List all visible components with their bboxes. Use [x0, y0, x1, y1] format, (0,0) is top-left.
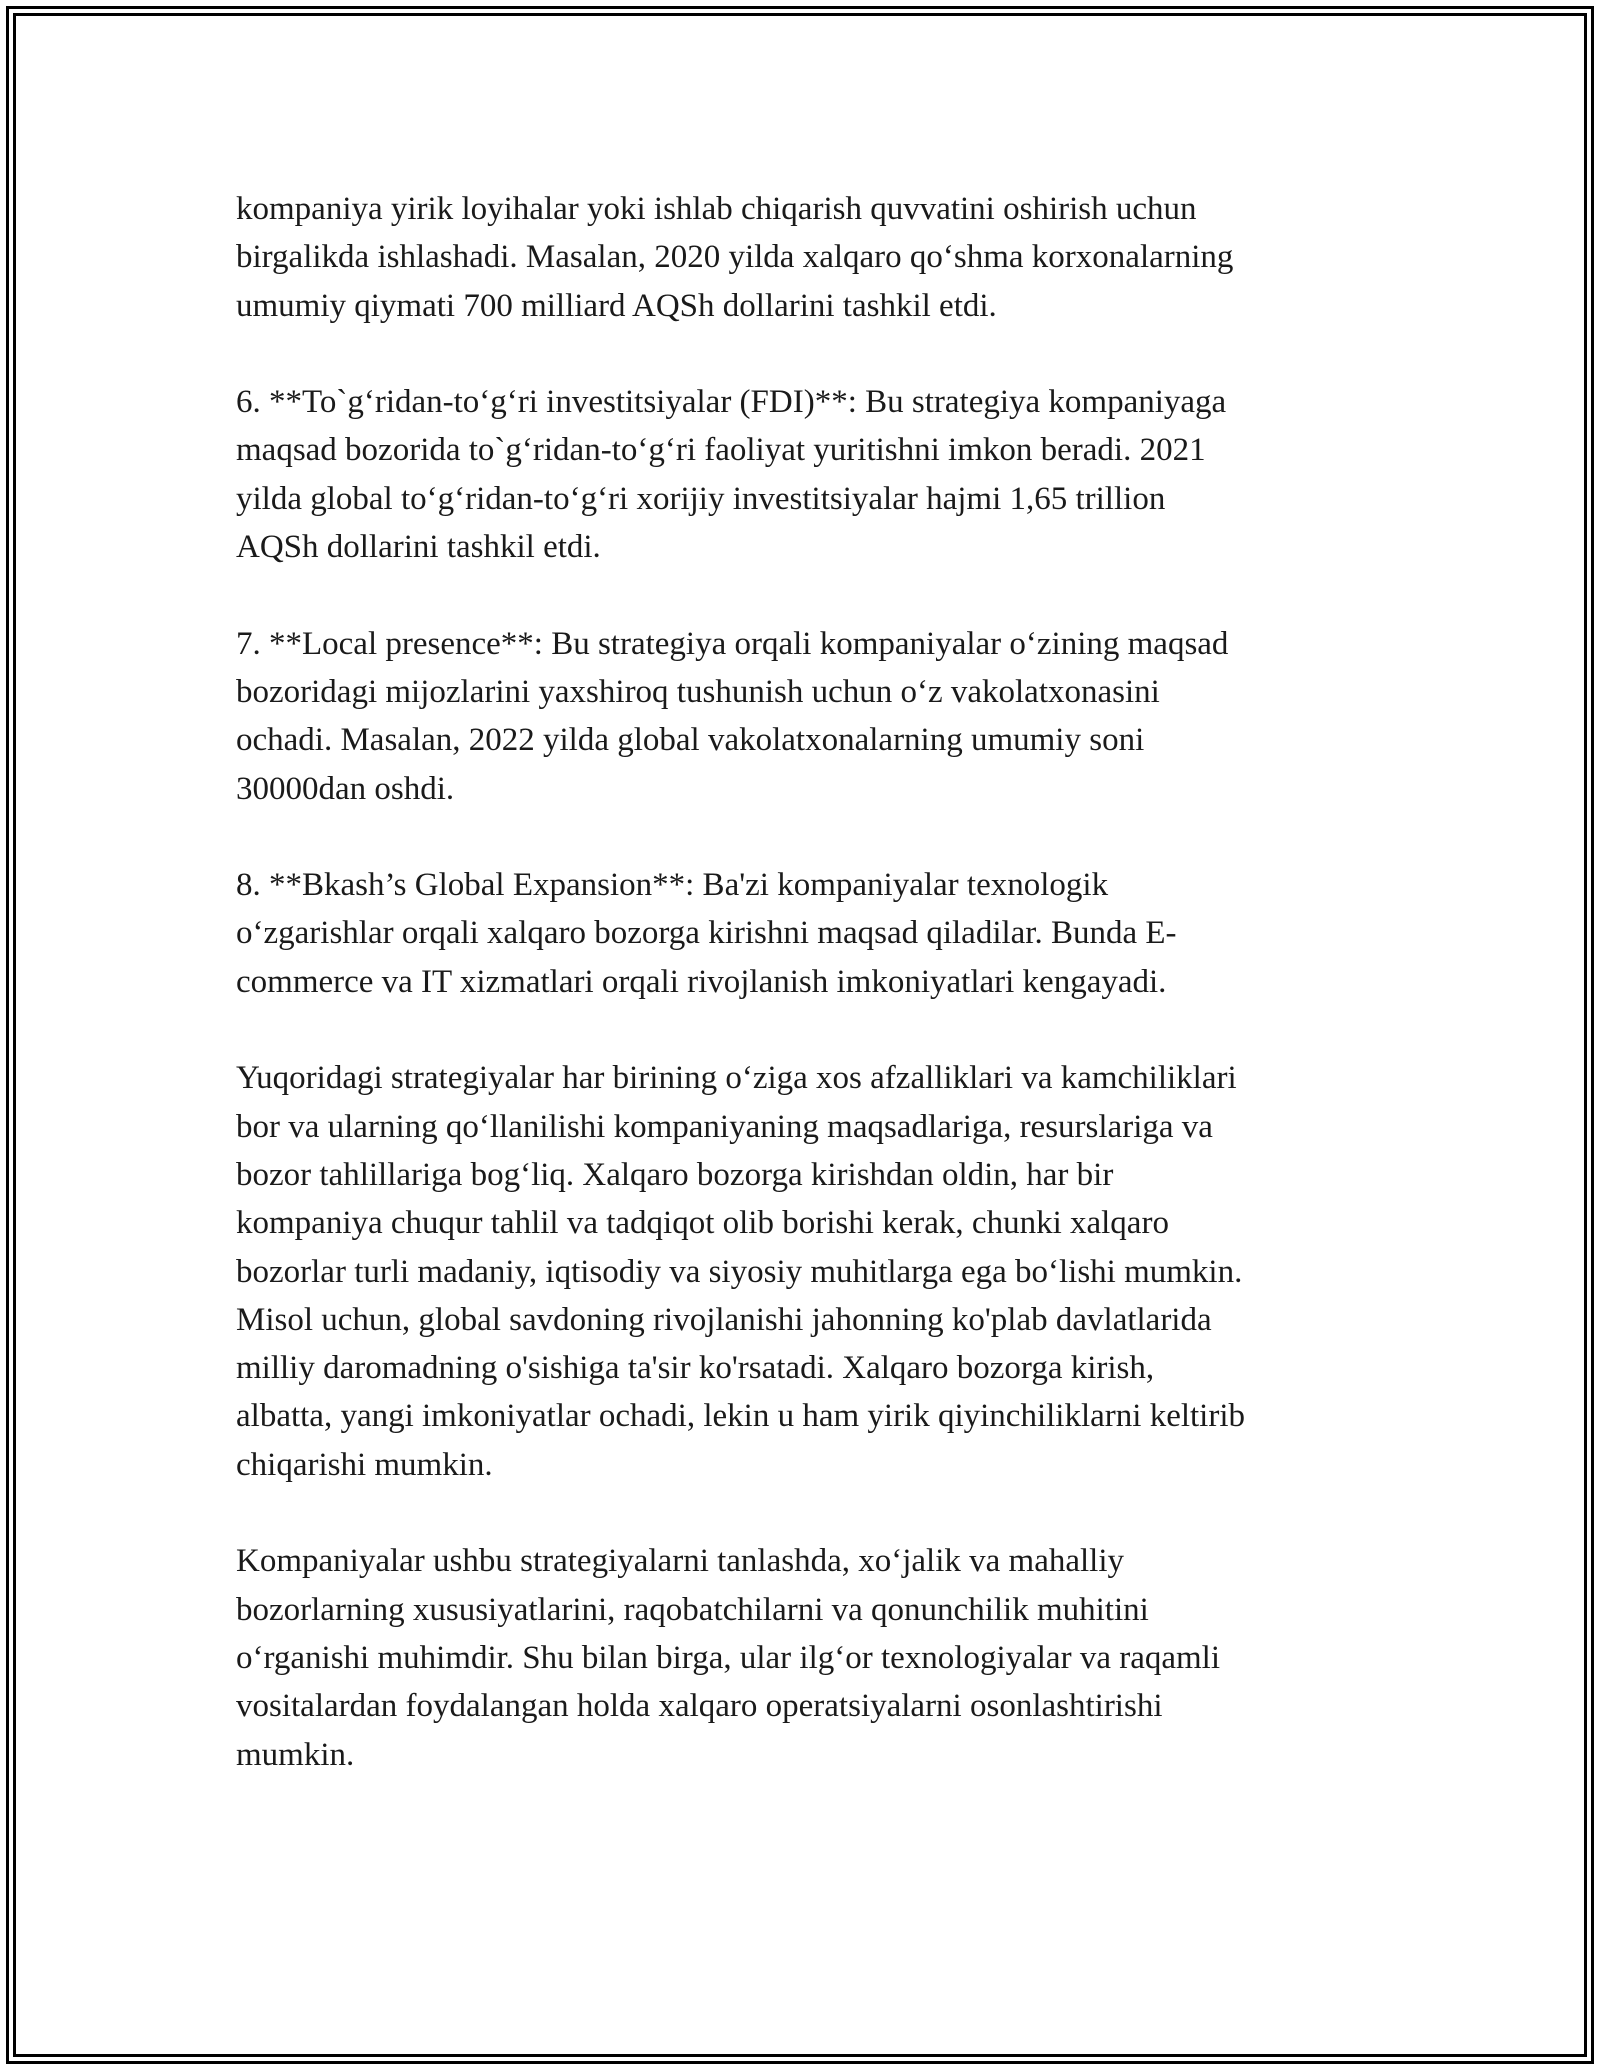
- paragraph-local-presence: 7. **Local presence**: Bu strategiya orqali kompaniyalar o‘zining maqsad bozoridagi mijozlarini yaxshiroq tushunish uchun o‘z vakolatxonasini ochadi. Masalan, 2022 yilda global vakolatxonalarning umumiy soni 30000dan oshdi.: [236, 625, 1229, 807]
- paragraph-fdi: 6. **To`g‘ridan-to‘g‘ri investitsiyalar (FDI)**: Bu strategiya kompaniyaga maqsad bozorida to`g‘ridan-to‘g‘ri faoliyat yuritishni imkon beradi. 2021 yilda global to‘g‘ridan-to‘g‘ri xorijiy investitsiyalar hajmi 1,65 trillion AQSh dollarini tashkil etdi.: [236, 384, 1227, 566]
- paragraph-conclusion: Kompaniyalar ushbu strategiyalarni tanlashda, xo‘jalik va mahalliy bozorlarning xususiyatlarini, raqobatchilarni va qonunchilik muhitini o‘rganishi muhimdir. Shu bilan birga, ular ilg‘or texnologiyalar va raqamli vositalardan foydalangan holda xalqaro operatsiyalarni osonlashtirishi mumkin.: [236, 1543, 1221, 1773]
- paragraph-global-expansion: 8. **Bkash’s Global Expansion**: Ba'zi kompaniyalar texnologik o‘zgarishlar orqali xalqaro bozorga kirishni maqsad qiladilar. Bunda E- commerce va IT xizmatlari orqali rivojlanish imkoniyatlari kengayadi.: [236, 867, 1177, 1000]
- paragraph-joint-venture-continued: kompaniya yirik loyihalar yoki ishlab chiqarish quvvatini oshirish uchun birgalikda ishlashadi. Masalan, 2020 yilda xalqaro qo‘shma korxonalarning umumiy qiymati 700 milliard AQSh dollarini tashkil etdi.: [236, 191, 1234, 324]
- paragraph-strategies-summary: Yuqoridagi strategiyalar har birining o‘ziga xos afzalliklari va kamchiliklari bor va ularning qo‘llanilishi kompaniyaning maqsadlariga, resurslariga va bozor tahlillariga bog‘liq. Xalqaro bozorga kirishdan oldin, har bir kompaniya chuqur tahlil va tadqiqot olib borishi kerak, chunki xalqaro bozorlar turli madaniy, iqtisodiy va siyosiy muhitlarga ega bo‘lishi mumkin. Misol uchun, global savdoning rivojlanishi jahonning ko'plab davlatlarida milliy daromadning o'sishiga ta'sir ko'rsatadi. Xalqaro bozorga kirish, albatta, yangi imkoniyatlar ochadi, lekin u ham yirik qiyinchiliklarni keltirib chiqarishi mumkin.: [236, 1060, 1245, 1483]
- document-body: [236, 185, 1366, 1827]
